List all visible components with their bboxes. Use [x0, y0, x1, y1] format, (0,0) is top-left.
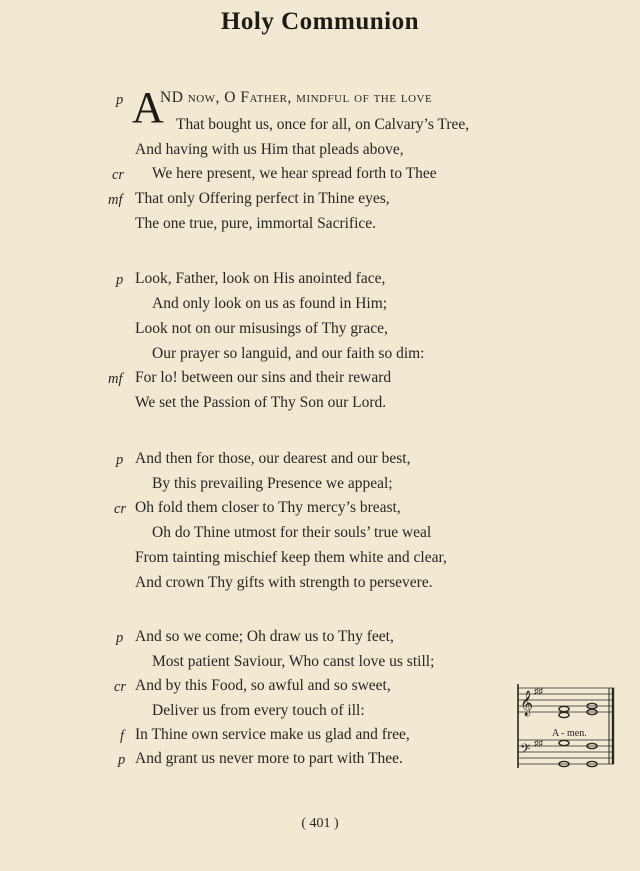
page-number: ( 401 )	[301, 816, 339, 831]
verse-line: The one true, pure, immortal Sacrifice.	[135, 215, 377, 232]
dynamic-mark: p	[116, 272, 124, 288]
dynamic-mark: p	[116, 630, 124, 646]
page-title: Holy Communion	[220, 8, 419, 35]
verse-line: And having with us Him that pleads above,	[135, 141, 404, 158]
svg-text:♯♯: ♯♯	[534, 686, 543, 696]
dynamic-mark: p	[118, 752, 126, 768]
svg-text:♯♯: ♯♯	[534, 738, 543, 748]
verse-line: That bought us, once for all, on Calvary’s Tree,	[176, 116, 470, 133]
amen-score	[514, 678, 618, 770]
dynamic-mark: cr	[112, 167, 125, 183]
verse-line: That only Offering perfect in Thine eyes,	[135, 190, 390, 207]
verse-line: By this prevailing Presence we appeal;	[152, 475, 393, 492]
verse-line: And only look on us as found in Him;	[152, 295, 388, 312]
verse-line: Deliver us from every touch of ill:	[152, 702, 365, 719]
verse-line: In Thine own service make us glad and free,	[135, 726, 410, 743]
dynamic-mark: cr	[114, 679, 127, 695]
verse-line: Our prayer so languid, and our faith so dim:	[152, 345, 425, 362]
verse-line: Most patient Saviour, Who canst love us still;	[152, 653, 435, 670]
verse-line: ND now, O Father, mindful of the love	[160, 89, 433, 106]
dynamic-mark: p	[116, 452, 124, 468]
verse-line: We here present, we hear spread forth to Thee	[152, 165, 437, 182]
verse-line: Look not on our misusings of Thy grace,	[135, 320, 388, 337]
dynamic-mark: mf	[108, 192, 123, 208]
verse-line: Oh do Thine utmost for their souls’ true weal	[152, 524, 432, 541]
dynamic-mark: cr	[114, 501, 127, 517]
dynamic-mark: f	[120, 728, 125, 744]
verse-line: Look, Father, look on His anointed face,	[135, 270, 386, 287]
verse-line: And crown Thy gifts with strength to persevere.	[135, 574, 433, 591]
verse-line: For lo! between our sins and their reward	[135, 369, 392, 386]
verse-line: We set the Passion of Thy Son our Lord.	[135, 394, 387, 411]
dynamic-mark: p	[116, 92, 124, 108]
drop-cap: A	[132, 83, 164, 132]
svg-text:𝄞: 𝄞	[520, 691, 534, 716]
verse-line: And by this Food, so awful and so sweet,	[135, 677, 391, 694]
dynamic-mark: mf	[108, 371, 123, 387]
verse-line: And so we come; Oh draw us to Thy feet,	[135, 628, 394, 645]
amen-lyric: A - men.	[552, 728, 587, 739]
verse-line: And grant us never more to part with Thee.	[135, 750, 403, 767]
svg-text:𝄢: 𝄢	[520, 741, 531, 760]
verse-line: Oh fold them closer to Thy mercy’s breast,	[135, 499, 401, 516]
verse-line: And then for those, our dearest and our best,	[135, 450, 411, 467]
verse-line: From tainting mischief keep them white and clear,	[135, 549, 447, 566]
